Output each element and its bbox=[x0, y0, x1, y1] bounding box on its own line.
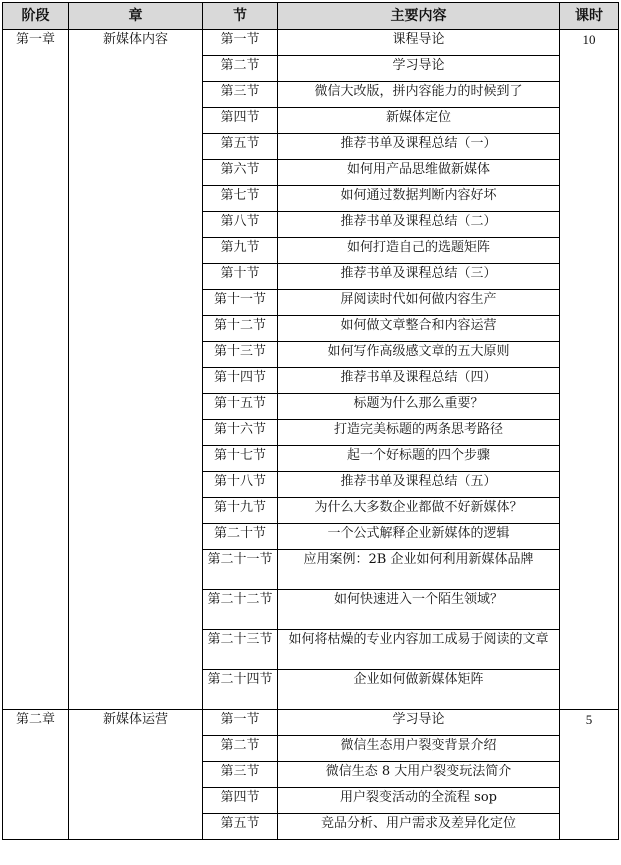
section-cell: 第三节 bbox=[203, 82, 278, 108]
content-cell: 企业如何做新媒体矩阵 bbox=[278, 670, 560, 710]
content-cell: 为什么大多数企业都做不好新媒体？ bbox=[278, 498, 560, 524]
section-cell: 第五节 bbox=[203, 134, 278, 160]
content-cell: 推荐书单及课程总结（三） bbox=[278, 264, 560, 290]
content-cell: 新媒体定位 bbox=[278, 108, 560, 134]
section-cell: 第十九节 bbox=[203, 498, 278, 524]
section-cell: 第八节 bbox=[203, 212, 278, 238]
course-body bbox=[3, 30, 619, 840]
content-cell: 应用案例：2B 企业如何利用新媒体品牌 bbox=[278, 550, 560, 590]
table-row bbox=[3, 30, 619, 56]
chapter-cell: 新媒体运营 bbox=[69, 710, 203, 840]
content-cell: 一个公式解释企业新媒体的逻辑 bbox=[278, 524, 560, 550]
content-cell: 学习导论 bbox=[278, 710, 560, 736]
content-cell: 微信生态 8 大用户裂变玩法简介 bbox=[278, 762, 560, 788]
section-cell: 第十五节 bbox=[203, 394, 278, 420]
section-cell: 第十七节 bbox=[203, 446, 278, 472]
section-cell: 第十四节 bbox=[203, 368, 278, 394]
content-cell: 推荐书单及课程总结（五） bbox=[278, 472, 560, 498]
section-cell: 第五节 bbox=[203, 814, 278, 840]
content-cell: 学习导论 bbox=[278, 56, 560, 82]
content-cell: 如何打造自己的选题矩阵 bbox=[278, 238, 560, 264]
content-cell: 起一个好标题的四个步骤 bbox=[278, 446, 560, 472]
section-cell: 第二节 bbox=[203, 56, 278, 82]
content-cell: 微信大改版，拼内容能力的时候到了 bbox=[278, 82, 560, 108]
section-cell: 第十三节 bbox=[203, 342, 278, 368]
section-cell: 第十一节 bbox=[203, 290, 278, 316]
content-cell: 竞品分析、用户需求及差异化定位 bbox=[278, 814, 560, 840]
stage-cell: 第二章 bbox=[3, 710, 69, 840]
content-cell: 如何用产品思维做新媒体 bbox=[278, 160, 560, 186]
section-cell: 第十六节 bbox=[203, 420, 278, 446]
table-row bbox=[3, 710, 619, 736]
section-cell: 第二节 bbox=[203, 736, 278, 762]
section-cell: 第二十三节 bbox=[203, 630, 278, 670]
header-stage: 阶段 bbox=[3, 3, 69, 30]
content-cell: 如何将枯燥的专业内容加工成易于阅读的文章 bbox=[278, 630, 560, 670]
hours-cell: 10 bbox=[560, 30, 619, 710]
content-cell: 如何快速进入一个陌生领域？ bbox=[278, 590, 560, 630]
stage-cell: 第一章 bbox=[3, 30, 69, 710]
section-cell: 第一节 bbox=[203, 710, 278, 736]
header-section: 节 bbox=[203, 3, 278, 30]
section-cell: 第二十节 bbox=[203, 524, 278, 550]
header-content: 主要内容 bbox=[278, 3, 560, 30]
header-chapter: 章 bbox=[69, 3, 203, 30]
content-cell: 课程导论 bbox=[278, 30, 560, 56]
section-cell: 第三节 bbox=[203, 762, 278, 788]
course-table bbox=[2, 2, 619, 840]
section-cell: 第四节 bbox=[203, 108, 278, 134]
content-cell: 标题为什么那么重要？ bbox=[278, 394, 560, 420]
section-cell: 第六节 bbox=[203, 160, 278, 186]
content-cell: 如何做文章整合和内容运营 bbox=[278, 316, 560, 342]
section-cell: 第七节 bbox=[203, 186, 278, 212]
header-hours: 课时 bbox=[560, 3, 619, 30]
section-cell: 第十八节 bbox=[203, 472, 278, 498]
content-cell: 打造完美标题的两条思考路径 bbox=[278, 420, 560, 446]
content-cell: 推荐书单及课程总结（四） bbox=[278, 368, 560, 394]
content-cell: 如何写作高级感文章的五大原则 bbox=[278, 342, 560, 368]
section-cell: 第四节 bbox=[203, 788, 278, 814]
header-row bbox=[3, 3, 619, 30]
content-cell: 屏阅读时代如何做内容生产 bbox=[278, 290, 560, 316]
content-cell: 用户裂变活动的全流程 sop bbox=[278, 788, 560, 814]
section-cell: 第二十二节 bbox=[203, 590, 278, 630]
chapter-cell: 新媒体内容 bbox=[69, 30, 203, 710]
section-cell: 第二十一节 bbox=[203, 550, 278, 590]
content-cell: 如何通过数据判断内容好坏 bbox=[278, 186, 560, 212]
section-cell: 第十节 bbox=[203, 264, 278, 290]
section-cell: 第十二节 bbox=[203, 316, 278, 342]
hours-cell: 5 bbox=[560, 710, 619, 840]
content-cell: 推荐书单及课程总结（二） bbox=[278, 212, 560, 238]
section-cell: 第二十四节 bbox=[203, 670, 278, 710]
section-cell: 第九节 bbox=[203, 238, 278, 264]
section-cell: 第一节 bbox=[203, 30, 278, 56]
content-cell: 微信生态用户裂变背景介绍 bbox=[278, 736, 560, 762]
content-cell: 推荐书单及课程总结（一） bbox=[278, 134, 560, 160]
